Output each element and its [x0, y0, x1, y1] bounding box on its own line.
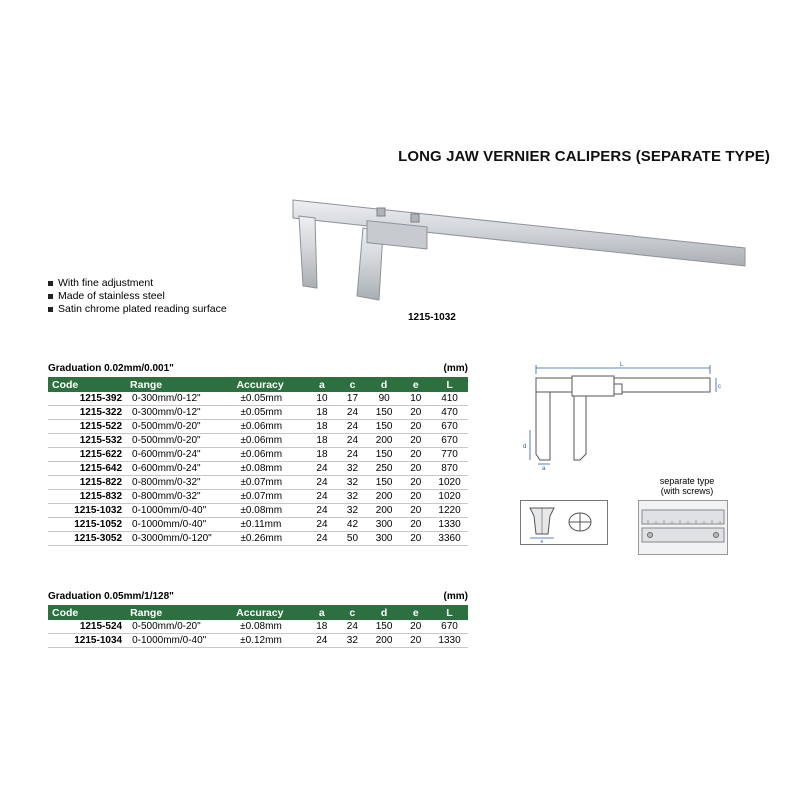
table-row: [48, 620, 468, 634]
cell-code: 1215-524: [48, 620, 126, 634]
col-header-d: d: [380, 378, 388, 391]
col-header-range: Range: [130, 378, 163, 391]
separate-type-image: [638, 500, 728, 555]
cell-e: 20: [401, 518, 432, 532]
col-header-accuracy: Accuracy: [236, 378, 284, 391]
spec-table-section-1: [48, 363, 468, 546]
cell-range: 0-500mm/0-20": [126, 434, 232, 448]
cell-accuracy: ±0.08mm: [232, 462, 306, 476]
col-header-L: L: [446, 606, 453, 619]
table-row: [48, 634, 468, 648]
feature-item: Made of stainless steel: [48, 290, 227, 303]
cell-accuracy: ±0.08mm: [232, 620, 306, 634]
cell-accuracy: ±0.26mm: [232, 532, 306, 546]
cell-range: 0-3000mm/0-120": [126, 532, 232, 546]
cell-c: 24: [337, 448, 368, 462]
cell-accuracy: ±0.06mm: [232, 420, 306, 434]
cell-c: 32: [337, 476, 368, 490]
table-row: [48, 476, 468, 490]
cell-L: 670: [431, 620, 468, 634]
table-row: [48, 462, 468, 476]
cell-code: 1215-622: [48, 448, 126, 462]
cell-code: 1215-532: [48, 434, 126, 448]
col-header-a: a: [319, 378, 325, 391]
col-header-a: a: [318, 606, 325, 619]
cell-code: 1215-322: [48, 406, 126, 420]
separate-type-line2: (with screws): [660, 486, 714, 496]
col-header-c: c: [349, 378, 356, 391]
cell-accuracy: ±0.05mm: [232, 406, 306, 420]
cell-code: 1215-3052: [48, 532, 126, 546]
cross-section-diagram: [520, 500, 608, 545]
dim-label-e: e: [540, 539, 544, 545]
feature-list: [48, 277, 227, 316]
cell-code: 1215-642: [48, 462, 126, 476]
cell-e: 20: [401, 490, 432, 504]
table-row: [48, 518, 468, 532]
dim-label-c: c: [718, 384, 721, 390]
table-row: [48, 420, 468, 434]
cell-d: 250: [368, 462, 401, 476]
cell-range: 0-300mm/0-12": [126, 406, 232, 420]
separate-type-label: [642, 476, 732, 496]
col-header-accuracy: Accuracy: [236, 606, 284, 619]
cell-d: 200: [368, 634, 401, 648]
cell-L: 3360: [431, 532, 468, 546]
graduation-heading: [48, 591, 468, 605]
table-body: [48, 620, 468, 648]
cell-e: 20: [401, 462, 432, 476]
spec-table: [48, 605, 468, 648]
cell-c: 24: [337, 406, 368, 420]
cell-a: 24: [307, 518, 338, 532]
cell-range: 0-1000mm/0-40": [126, 504, 232, 518]
cell-a: 24: [307, 490, 338, 504]
cell-range: 0-500mm/0-20": [126, 420, 232, 434]
cell-code: 1215-522: [48, 420, 126, 434]
cell-range: 0-800mm/0-32": [126, 490, 232, 504]
cell-L: 1020: [431, 476, 468, 490]
cell-e: 20: [401, 504, 432, 518]
table-body: [48, 392, 468, 546]
cell-e: 20: [401, 448, 432, 462]
col-header-d: d: [380, 606, 388, 619]
cell-d: 90: [368, 392, 401, 406]
cell-c: 24: [337, 420, 368, 434]
table-row: [48, 434, 468, 448]
cell-d: 200: [368, 434, 401, 448]
cell-accuracy: ±0.11mm: [232, 518, 306, 532]
cell-a: 24: [307, 504, 338, 518]
cell-d: 150: [368, 448, 401, 462]
cell-range: 0-600mm/0-24": [126, 448, 232, 462]
cell-e: 20: [401, 434, 432, 448]
cell-code: 1215-1052: [48, 518, 126, 532]
cell-range: 0-500mm/0-20": [126, 620, 232, 634]
cell-e: 20: [401, 532, 432, 546]
col-header-e: e: [412, 606, 419, 619]
cell-d: 300: [368, 532, 401, 546]
cell-a: 24: [306, 634, 337, 648]
col-header-c: c: [349, 606, 356, 619]
col-header-L: L: [446, 378, 453, 391]
cell-a: 24: [307, 532, 338, 546]
table-row: [48, 504, 468, 518]
cell-a: 18: [307, 406, 338, 420]
cell-c: 24: [337, 620, 368, 634]
table-header-row: [48, 377, 468, 392]
product-model-label: 1215-1032: [408, 312, 456, 323]
cell-range: 0-1000mm/0-40": [126, 634, 232, 648]
table-row: [48, 532, 468, 546]
unit-label: (mm): [443, 363, 468, 374]
cell-L: 1330: [431, 518, 468, 532]
cell-a: 18: [307, 420, 338, 434]
cell-d: 300: [368, 518, 401, 532]
cell-c: 32: [337, 462, 368, 476]
cell-accuracy: ±0.06mm: [232, 448, 306, 462]
cell-d: 200: [368, 490, 401, 504]
cell-accuracy: ±0.07mm: [232, 490, 306, 504]
cell-a: 10: [307, 392, 338, 406]
cell-L: 770: [431, 448, 468, 462]
cell-code: 1215-1032: [48, 504, 126, 518]
table-row: [48, 406, 468, 420]
col-header-code: Code: [52, 378, 79, 391]
cell-L: 1220: [431, 504, 468, 518]
cell-range: 0-800mm/0-32": [126, 476, 232, 490]
cell-c: 42: [337, 518, 368, 532]
cell-range: 0-300mm/0-12": [126, 392, 232, 406]
col-header-range: Range: [130, 606, 163, 619]
separate-type-line1: separate type: [659, 476, 715, 486]
cell-code: 1215-392: [48, 392, 126, 406]
spec-table-section-2: [48, 591, 468, 648]
cell-d: 150: [368, 476, 401, 490]
cell-accuracy: ±0.05mm: [232, 392, 306, 406]
cell-e: 20: [400, 634, 431, 648]
cell-c: 50: [337, 532, 368, 546]
cell-a: 18: [307, 434, 338, 448]
cell-d: 150: [368, 620, 401, 634]
cell-e: 20: [401, 420, 432, 434]
cell-code: 1215-822: [48, 476, 126, 490]
cell-code: 1215-1034: [48, 634, 126, 648]
cell-e: 20: [401, 476, 432, 490]
dim-label-a: a: [542, 466, 546, 470]
cell-c: 32: [337, 504, 368, 518]
cell-e: 20: [401, 406, 432, 420]
feature-item: Satin chrome plated reading surface: [48, 303, 227, 316]
table-row: [48, 490, 468, 504]
cell-c: 17: [337, 392, 368, 406]
table-row: [48, 448, 468, 462]
cell-accuracy: ±0.08mm: [232, 504, 306, 518]
cell-a: 18: [307, 448, 338, 462]
spec-table: [48, 377, 468, 546]
cell-L: 1330: [431, 634, 468, 648]
cell-d: 150: [368, 406, 401, 420]
caliper-product-image: [285, 188, 755, 308]
cell-range: 0-1000mm/0-40": [126, 518, 232, 532]
cell-range: 0-600mm/0-24": [126, 462, 232, 476]
cell-accuracy: ±0.12mm: [232, 634, 306, 648]
cell-L: 670: [431, 420, 468, 434]
cell-e: 20: [400, 620, 431, 634]
feature-item: With fine adjustment: [48, 277, 227, 290]
dim-label-d: d: [523, 444, 527, 450]
cell-code: 1215-832: [48, 490, 126, 504]
cell-d: 150: [368, 420, 401, 434]
cell-d: 200: [368, 504, 401, 518]
table-header-row: [48, 605, 468, 620]
graduation-label: Graduation 0.02mm/0.001": [48, 363, 174, 374]
cell-a: 24: [307, 462, 338, 476]
col-header-code: Code: [52, 606, 79, 619]
cell-L: 470: [431, 406, 468, 420]
cell-c: 32: [337, 490, 368, 504]
dim-label-L: L: [620, 362, 624, 368]
cell-L: 670: [431, 434, 468, 448]
dimension-diagram: [520, 360, 725, 470]
unit-label: (mm): [443, 591, 468, 602]
cell-c: 32: [337, 634, 368, 648]
cell-a: 24: [307, 476, 338, 490]
cell-e: 10: [401, 392, 432, 406]
table-row: [48, 392, 468, 406]
page-title: LONG JAW VERNIER CALIPERS (SEPARATE TYPE): [398, 148, 770, 165]
cell-c: 24: [337, 434, 368, 448]
graduation-label: Graduation 0.05mm/1/128": [48, 591, 174, 602]
cell-accuracy: ±0.07mm: [232, 476, 306, 490]
col-header-e: e: [412, 378, 419, 391]
cell-L: 410: [431, 392, 468, 406]
graduation-heading: [48, 363, 468, 377]
cell-accuracy: ±0.06mm: [232, 434, 306, 448]
cell-L: 1020: [431, 490, 468, 504]
cell-a: 18: [306, 620, 337, 634]
cell-L: 870: [431, 462, 468, 476]
